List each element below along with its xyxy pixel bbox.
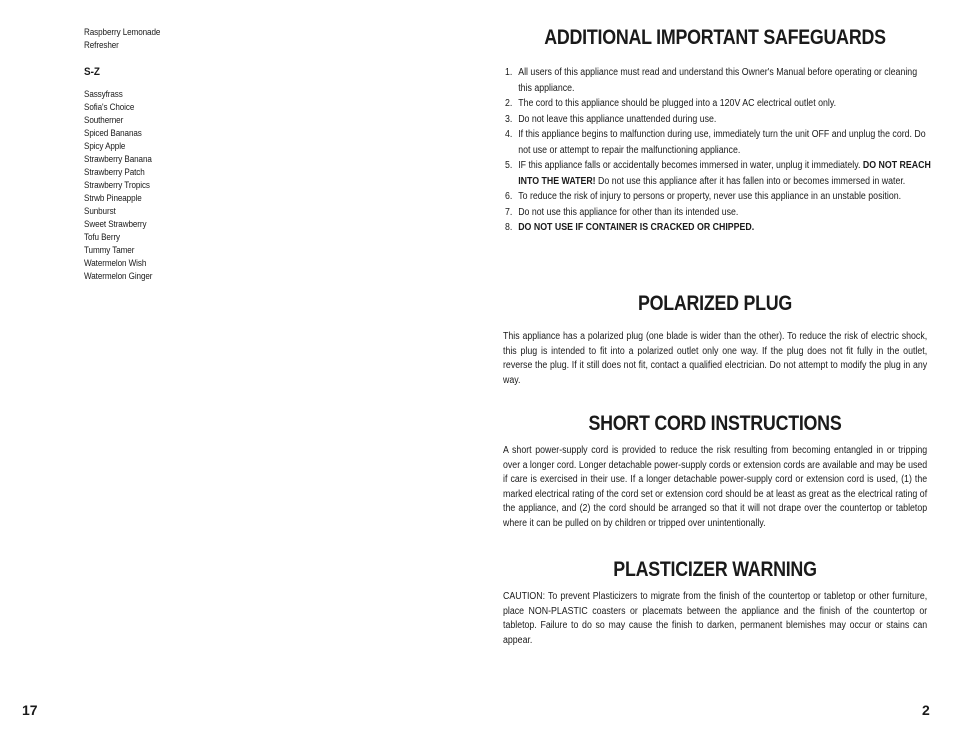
- list-item: Refresher: [84, 40, 119, 50]
- item-number: 2.: [505, 98, 513, 109]
- item-text: All users of this appliance must read and understand this Owner's Manual before operating or cleaning this appliance.: [518, 67, 918, 94]
- page-number-right: 2: [922, 702, 930, 718]
- item-number: 1.: [505, 67, 513, 78]
- list-item: Spicy Apple: [84, 141, 126, 151]
- list-item: Strawberry Tropics: [84, 180, 150, 190]
- flavor-group-b: [84, 88, 284, 283]
- list-item: Strawberry Patch: [84, 167, 145, 177]
- safeguard-item: [505, 112, 932, 128]
- list-item: Watermelon Ginger: [84, 271, 153, 281]
- safeguard-item: [505, 205, 932, 221]
- safeguard-item: [505, 127, 932, 158]
- item-text: The cord to this appliance should be plugged into a 120V AC electrical outlet only.: [518, 98, 837, 109]
- list-item: Spiced Bananas: [84, 128, 142, 138]
- polarized-title: POLARIZED PLUG: [637, 292, 793, 315]
- list-item: Tummy Tamer: [84, 245, 135, 255]
- list-item: Sofia's Choice: [84, 102, 135, 112]
- item-number: 8.: [505, 222, 513, 233]
- short-cord-body: [503, 444, 927, 532]
- plasticizer-body: [503, 590, 927, 648]
- plasticizer-text: CAUTION: To prevent Plasticizers to migrate from the finish of the countertop or tabletop or other furniture, place NON-PLASTIC coasters or placemats between the appliance and the finish of the countertop or tabletop. Failure to do so may cause the finish to darken, permanent blemishes may occur or stains can appear.: [503, 591, 928, 646]
- polarized-text: This appliance has a polarized plug (one blade is wider than the other). To reduce the risk of electric shock, this plug is intended to fit into a polarized outlet only one way. If the plug does not fit fully in the outlet, reverse the plug. If it still does not fit, contact a qualified electrician. Do not attempt to modify the plug in any way.: [503, 331, 928, 386]
- safeguard-item: [505, 220, 932, 236]
- item-number: 4.: [505, 129, 513, 140]
- list-item: Southerner: [84, 115, 124, 125]
- flavor-list: [84, 26, 284, 283]
- short-cord-title: SHORT CORD INSTRUCTIONS: [588, 412, 842, 435]
- section-heading: S-Z: [84, 66, 100, 78]
- safeguard-item: [505, 96, 932, 112]
- list-item: Strawberry Banana: [84, 154, 152, 164]
- flavor-group-a: [84, 26, 284, 52]
- item-warning: DO NOT REACH INTO THE WATER!: [518, 160, 931, 187]
- item-text: IF this appliance falls or accidentally becomes immersed in water, unplug it immediately.: [518, 160, 861, 171]
- plasticizer-title: PLASTICIZER WARNING: [613, 558, 817, 581]
- item-text: If this appliance begins to malfunction during use, immediately turn the unit OFF and unplug the cord. Do not use or attempt to repair the malfunctioning appliance.: [518, 129, 926, 156]
- safeguards-title: ADDITIONAL IMPORTANT SAFEGUARDS: [544, 26, 886, 49]
- safeguard-item: [505, 158, 932, 189]
- list-item: Raspberry Lemonade: [84, 27, 161, 37]
- list-item: Sunburst: [84, 206, 116, 216]
- item-number: 5.: [505, 160, 513, 171]
- list-item: Tofu Berry: [84, 232, 121, 242]
- safeguards-list: [505, 65, 931, 236]
- item-number: 6.: [505, 191, 513, 202]
- short-cord-text: A short power-supply cord is provided to reduce the risk resulting from becoming entangled in or tripping over a longer cord. Longer detachable power-supply cords or extension cords are available and may be used if care is exercised in their use. If a longer detachable power-supply cord or extension cord is used, (1) the marked electrical rating of the cord set or extension cord should be at least as great as the electrical rating of the appliance, and (2) the cord should be arranged so that it will not drape over the countertop or tabletop where it can be pulled on by children or tripped over unintentionally.: [503, 445, 928, 529]
- item-text: Do not leave this appliance unattended during use.: [518, 113, 717, 125]
- list-item: Sassyfrass: [84, 89, 123, 99]
- item-number: 7.: [505, 206, 513, 218]
- safeguard-item: [505, 65, 932, 96]
- item-text-after: Do not use this appliance after it has fallen into or becomes immersed in water.: [598, 175, 906, 187]
- list-item: Sweet Strawberry: [84, 219, 147, 229]
- item-number: 3.: [505, 113, 513, 125]
- item-text: Do not use this appliance for other than its intended use.: [518, 206, 739, 218]
- item-text: To reduce the risk of injury to persons or property, never use this appliance in an unstable position.: [518, 191, 902, 202]
- list-item: Watermelon Wish: [84, 258, 147, 268]
- polarized-body: [503, 330, 927, 388]
- list-item: Strwb Pineapple: [84, 193, 142, 203]
- safeguard-item: [505, 189, 932, 205]
- item-warning: DO NOT USE IF CONTAINER IS CRACKED OR CHIPPED.: [518, 222, 755, 233]
- page-number-left: 17: [22, 702, 38, 718]
